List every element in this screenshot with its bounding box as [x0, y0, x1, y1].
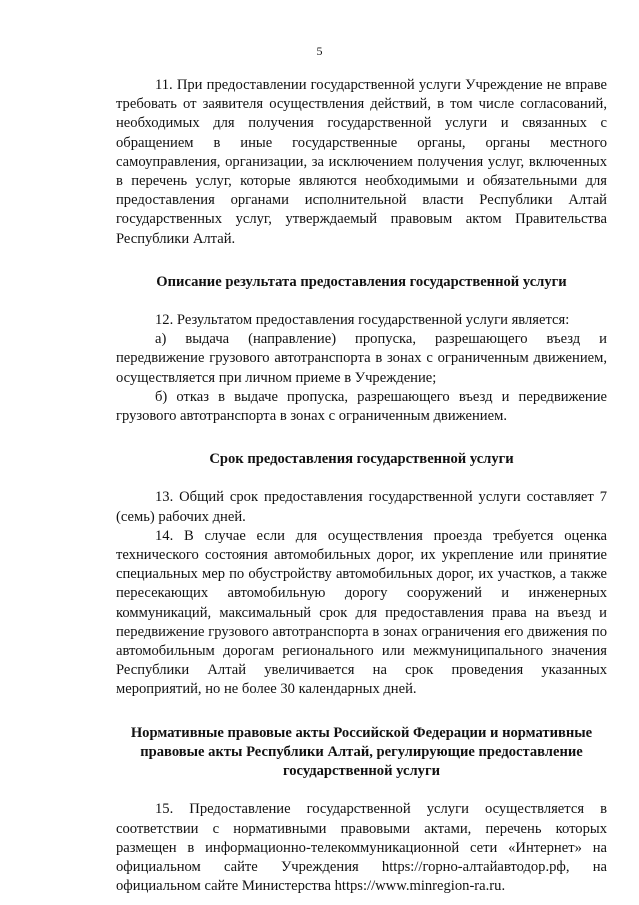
paragraph-12b: б) отказ в выдаче пропуска, разрешающего въезд и передвижение грузового автотранспорта в зонах с ограниченным движением. [116, 388, 607, 425]
heading-service-term: Срок предоставления государственной услуги [209, 451, 514, 468]
page-number: 5 [316, 44, 323, 58]
heading-result-description: Описание результата предоставления государственной услуги [156, 273, 567, 290]
document-body [116, 76, 607, 896]
paragraph-14: 14. В случае если для осуществления проезда требуется оценка технического состояния автомобильных дорог, их укрепление или принятие специальных мер по обустройству автомобильных дорог, их участков, а также пересекающих автомобильную дорогу сооружений и инженерных коммуникаций, максимальный срок для предоставления права на въезд и передвижение грузового автотранспорта в зонах ограничения его движения по автомобильным дорогам регионального или межмуниципального значения Республики Алтай увеличивается на срок проведения указанных мероприятий, но не более 30 календарных дней. [116, 527, 607, 698]
paragraph-12: 12. Результатом предоставления государственной услуги является: [155, 312, 570, 329]
paragraph-13: 13. Общий срок предоставления государственной услуги составляет 7 (семь) рабочих дней. [116, 489, 607, 525]
paragraph-12a: а) выдача (направление) пропуска, разрешающего въезд и передвижение грузового автотранспорта в зонах с ограниченным движением, осуществляется при личном приеме в Учреждение; [116, 331, 607, 386]
paragraph-11: 11. При предоставлении государственной услуги Учреждение не вправе требовать от заявителя осуществления действий, в том числе согласований, необходимых для получения государственной услуги и связанных с обращением в иные государственные органы, органы местного самоуправления, организации, за исключением получения услуг, включенных в перечень услуг, которые являются необходимыми и обязательными для предоставления органами исполнительной власти Республики Алтай государственных услуг, утверждаемый правовым актом Правительства Республики Алтай. [116, 77, 607, 247]
heading-legal-acts: Нормативные правовые акты Российской Федерации и нормативные правовые акты Республики Алтай, регулирующие предоставление государственной услуги [130, 724, 593, 780]
paragraph-15: 15. Предоставление государственной услуги осуществляется в соответствии с нормативными правовыми актами, перечень которых размещен в информационно-телекоммуникационной сети «Интернет» на официальном сайте Учреждения https://горно-алтайавтодор.рф, на официальном сайте Министерства https://www.minregion-ra.ru. [116, 801, 607, 895]
